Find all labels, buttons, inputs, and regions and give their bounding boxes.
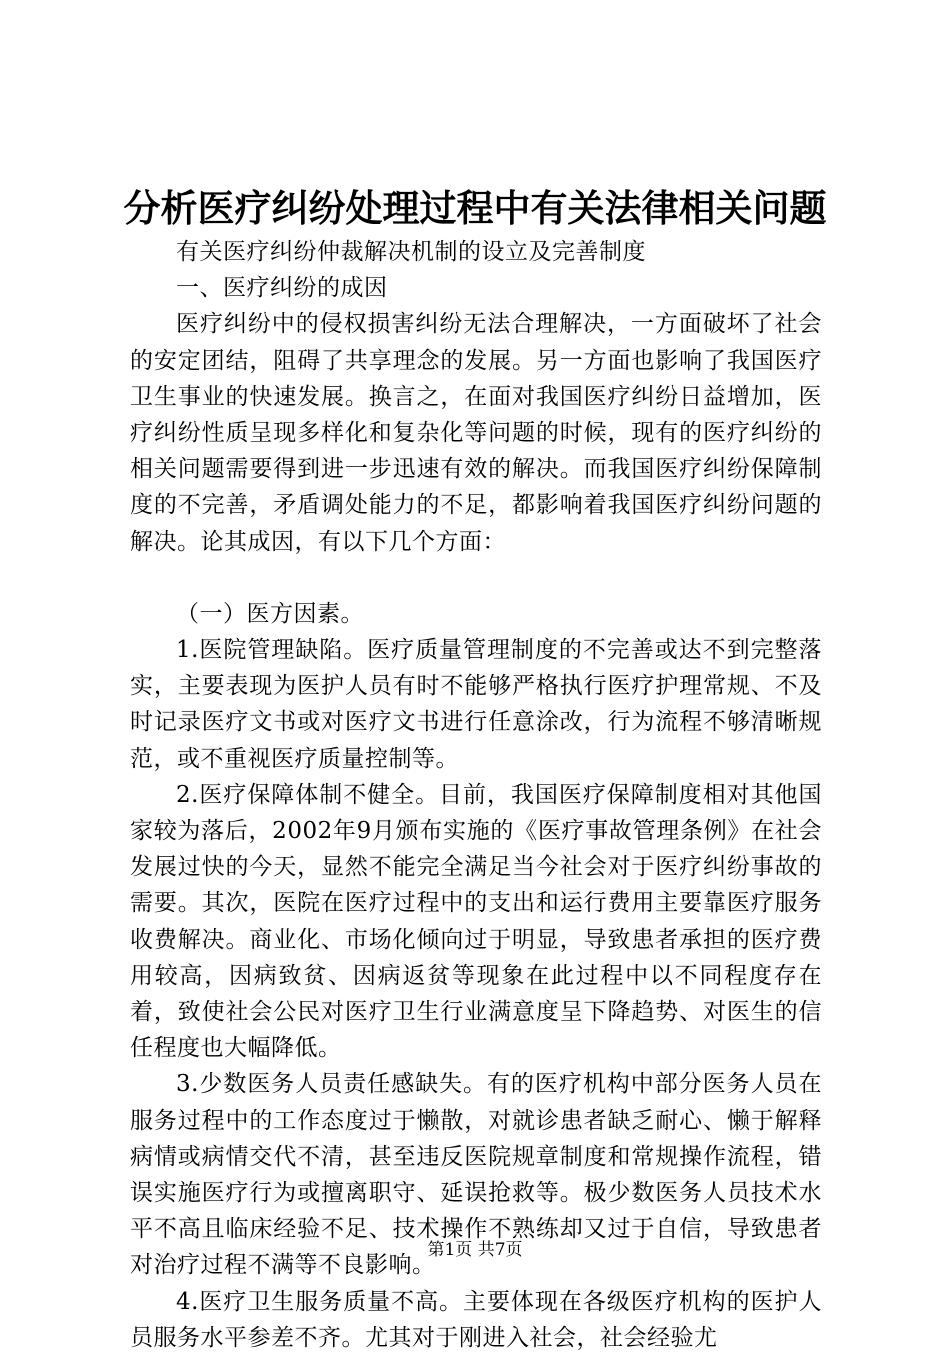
body-paragraph: 医疗纠纷中的侵权损害纠纷无法合理解决，一方面破坏了社会的安定团结，阻碍了共享理念的发展。另一方面也影响了我国医疗卫生事业的快速发展。换言之，在面对我国医疗纠纷日益增加，医疗纠纷性质呈现多样化和复杂化等问题的时候，现有的医疗纠纷的相关问题需要得到进一步迅速有效的解决。而我国医疗纠纷保障制度的不完善，矛盾调处能力的不足，都影响着我国医疗纠纷问题的解决。论其成因，有以下几个方面： bbox=[130, 311, 822, 555]
page-footer: 第1页 共7页 bbox=[427, 1240, 523, 1260]
document-title: 分析医疗纠纷处理过程中有关法律相关问题 bbox=[123, 186, 827, 230]
body-paragraph: 4.医疗卫生服务质量不高。主要体现在各级医疗机构的医护人员服务水平参差不齐。尤其对于刚进入社会，社会经验尤 bbox=[130, 1288, 822, 1351]
document-body bbox=[130, 234, 822, 1356]
subsection-heading: （一）医方因素。 bbox=[176, 600, 364, 627]
subtitle-paragraph: 有关医疗纠纷仲裁解决机制的设立及完善制度 bbox=[176, 239, 646, 265]
section-heading: 一、医疗纠纷的成因 bbox=[176, 275, 388, 302]
body-paragraph: 1.医院管理缺陷。医疗质量管理制度的不完善或达不到完整落实，主要表现为医护人员有时不能够严格执行医疗护理常规、不及时记录医疗文书或对医疗文书进行任意涂改，行为流程不够清晰规范，或不重视医疗质量控制等。 bbox=[130, 637, 822, 772]
body-paragraph: 2.医疗保障体制不健全。目前，我国医疗保障制度相对其他国家较为落后，2002年9月颁布实施的《医疗事故管理条例》在社会发展过快的今天，显然不能完全满足当今社会对于医疗纠纷事故的需要。其次，医院在医疗过程中的支出和运行费用主要靠医疗服务收费解决。商业化、市场化倾向过于明显，导致患者承担的医疗费用较高，因病致贫、因病返贫等现象在此过程中以不同程度存在着，致使社会公民对医疗卫生行业满意度呈下降趋势、对医生的信任程度也大幅降低。 bbox=[130, 781, 822, 1062]
body-paragraph: 3.少数医务人员责任感缺失。有的医疗机构中部分医务人员在服务过程中的工作态度过于懒散，对就诊患者缺乏耐心、懒于解释病情或病情交代不清，甚至违反医院规章制度和常规操作流程，错误实施医疗行为或擅离职守、延误抢救等。极少数医务人员技术水平不高且临床经验不足、技术操作不熟练却又过于自信，导致患者对治疗过程不满等不良影响。 bbox=[130, 1071, 822, 1279]
